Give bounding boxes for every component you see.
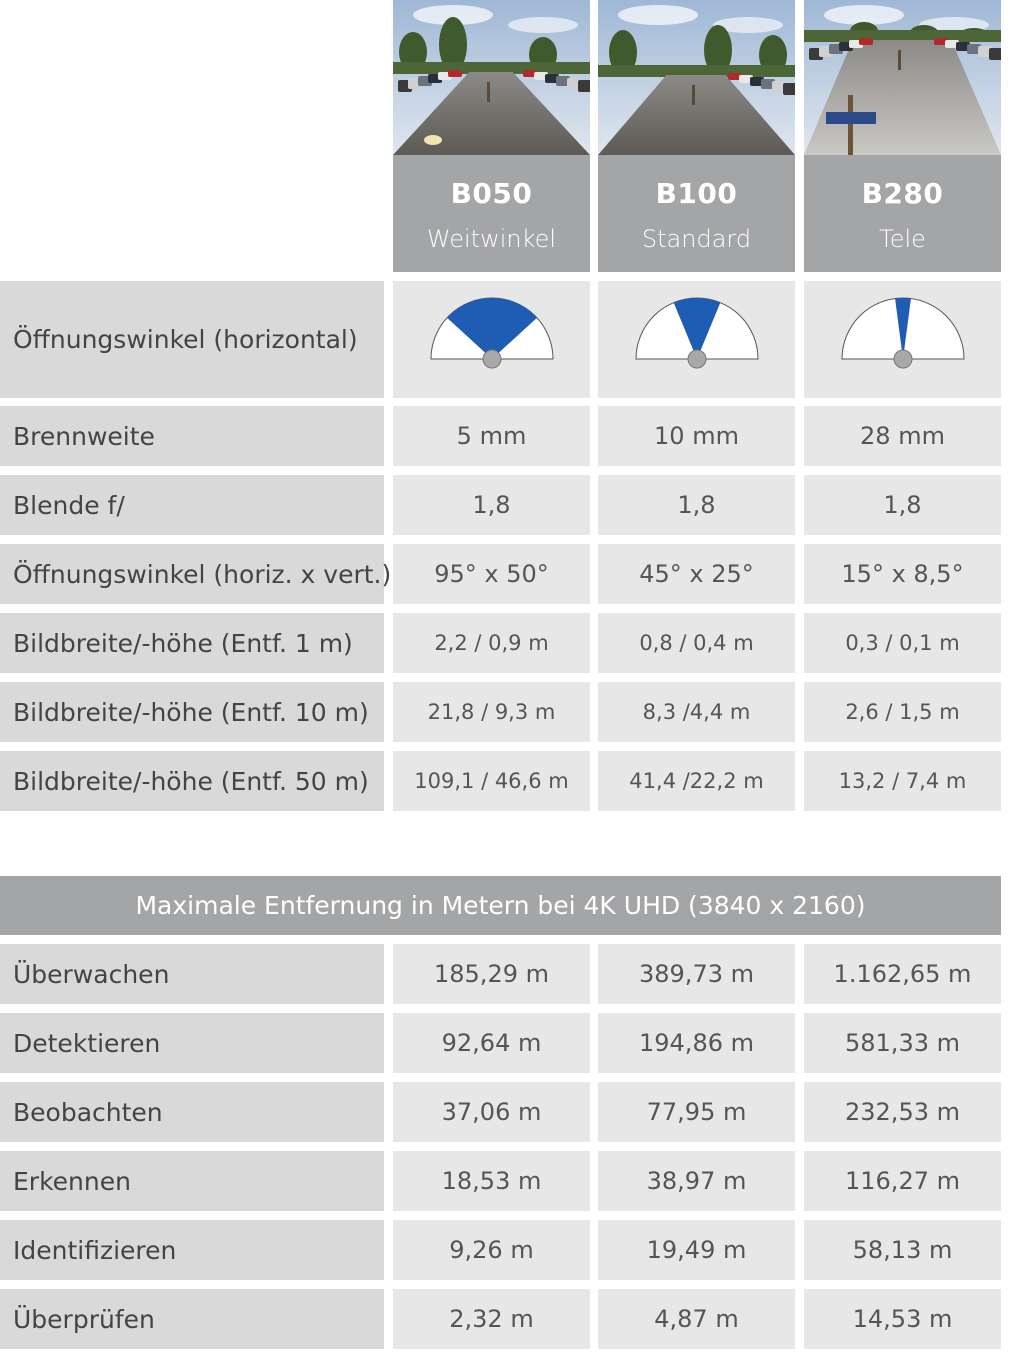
distance-section-title: Maximale Entfernung in Metern bei 4K UHD (3840 x 2160)	[0, 876, 1001, 935]
model-header	[598, 155, 795, 272]
distance-value: 581,33 m	[804, 1013, 1001, 1073]
fov-diagram-cell	[393, 281, 590, 398]
camera-dot	[688, 350, 706, 368]
spec-value: 2,2 / 0,9 m	[393, 613, 590, 673]
spec-value: 41,4 /22,2 m	[598, 751, 795, 811]
spec-value: 0,3 / 0,1 m	[804, 613, 1001, 673]
camera-sample-photo	[393, 0, 590, 155]
spec-value: 95° x 50°	[393, 544, 590, 604]
spec-label: Brennweite	[0, 406, 384, 466]
distance-value: 1.162,65 m	[804, 944, 1001, 1004]
spec-value: 1,8	[393, 475, 590, 535]
distance-value: 38,97 m	[598, 1151, 795, 1211]
model-header	[393, 155, 590, 272]
model-header	[804, 155, 1001, 272]
distance-value: 116,27 m	[804, 1151, 1001, 1211]
spec-value: 10 mm	[598, 406, 795, 466]
distance-value: 14,53 m	[804, 1289, 1001, 1349]
camera-sample-photo	[804, 0, 1001, 155]
spec-value: 0,8 / 0,4 m	[598, 613, 795, 673]
spec-label: Bildbreite/-höhe (Entf. 10 m)	[0, 682, 384, 742]
spec-label: Bildbreite/-höhe (Entf. 1 m)	[0, 613, 384, 673]
spec-value: 5 mm	[393, 406, 590, 466]
fov-diagram	[422, 295, 562, 385]
distance-value: 19,49 m	[598, 1220, 795, 1280]
spec-value: 2,6 / 1,5 m	[804, 682, 1001, 742]
distance-label: Identifizieren	[0, 1220, 384, 1280]
spec-label: Öffnungswinkel (horizontal)	[0, 281, 384, 398]
spec-value: 28 mm	[804, 406, 1001, 466]
model-name: Weitwinkel	[426, 225, 557, 253]
distance-value: 185,29 m	[393, 944, 590, 1004]
camera-sample-photo	[598, 0, 795, 155]
distance-label: Überprüfen	[0, 1289, 384, 1349]
distance-label: Detektieren	[0, 1013, 384, 1073]
spec-value: 1,8	[598, 475, 795, 535]
camera-dot	[894, 350, 912, 368]
model-name: Tele	[879, 225, 926, 253]
distance-value: 389,73 m	[598, 944, 795, 1004]
fov-diagram-cell	[598, 281, 795, 398]
distance-label: Überwachen	[0, 944, 384, 1004]
spec-value: 15° x 8,5°	[804, 544, 1001, 604]
distance-value: 58,13 m	[804, 1220, 1001, 1280]
spec-label: Öffnungswinkel (horiz. x vert.)	[0, 544, 384, 604]
distance-value: 37,06 m	[393, 1082, 590, 1142]
fov-diagram	[627, 295, 767, 385]
distance-value: 194,86 m	[598, 1013, 795, 1073]
distance-value: 4,87 m	[598, 1289, 795, 1349]
distance-value: 92,64 m	[393, 1013, 590, 1073]
distance-value: 9,26 m	[393, 1220, 590, 1280]
spec-value: 45° x 25°	[598, 544, 795, 604]
model-name: Standard	[641, 225, 752, 253]
distance-label: Beobachten	[0, 1082, 384, 1142]
spec-label: Blende f/	[0, 475, 384, 535]
spec-label: Bildbreite/-höhe (Entf. 50 m)	[0, 751, 384, 811]
distance-value: 2,32 m	[393, 1289, 590, 1349]
fov-diagram-cell	[804, 281, 1001, 398]
distance-value: 18,53 m	[393, 1151, 590, 1211]
spec-value: 1,8	[804, 475, 1001, 535]
model-code: B100	[655, 177, 738, 210]
camera-dot	[483, 350, 501, 368]
model-code: B280	[861, 177, 944, 210]
spec-value: 109,1 / 46,6 m	[393, 751, 590, 811]
spec-value: 13,2 / 7,4 m	[804, 751, 1001, 811]
distance-value: 77,95 m	[598, 1082, 795, 1142]
spec-value: 8,3 /4,4 m	[598, 682, 795, 742]
model-code: B050	[450, 177, 533, 210]
spec-value: 21,8 / 9,3 m	[393, 682, 590, 742]
distance-value: 232,53 m	[804, 1082, 1001, 1142]
fov-diagram	[833, 295, 973, 385]
distance-label: Erkennen	[0, 1151, 384, 1211]
